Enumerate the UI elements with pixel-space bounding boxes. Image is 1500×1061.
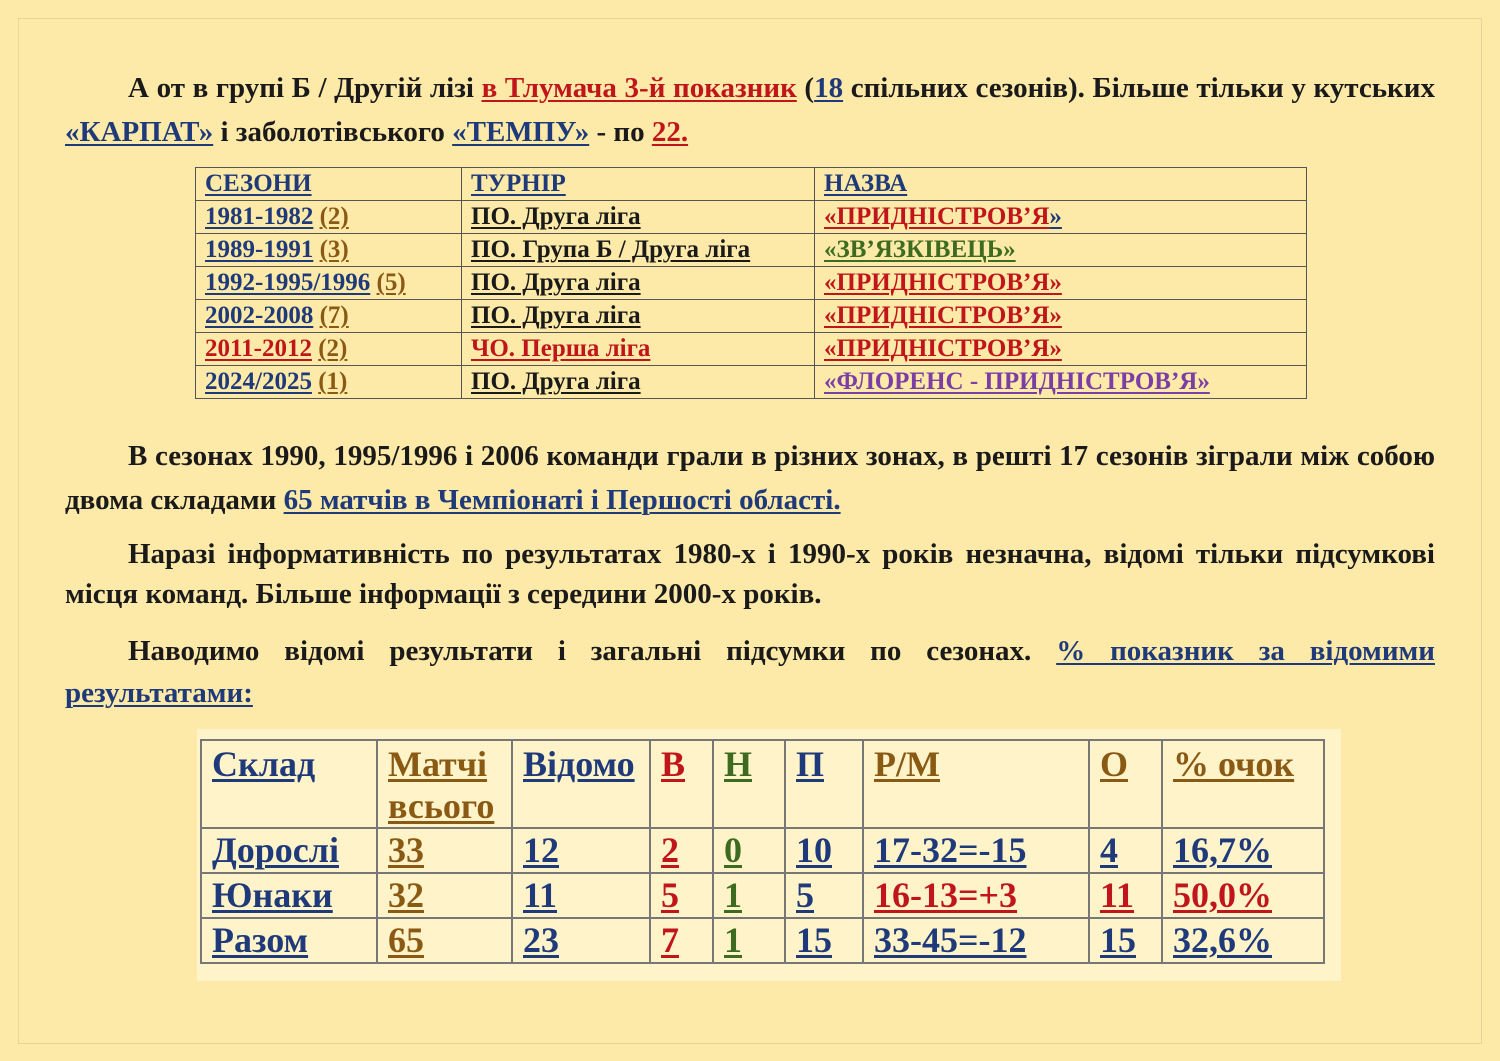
stats-header-row — [201, 740, 1324, 828]
percent-link[interactable]: % показник за відомими результатами: — [65, 635, 1435, 709]
season-count[interactable]: (2) — [319, 203, 349, 230]
intro-text: А от в групі Б / Другій лізі — [128, 72, 482, 104]
header-percent[interactable]: % очок — [1173, 744, 1295, 784]
losses-value[interactable]: 10 — [796, 830, 832, 870]
seasons-header-row — [196, 168, 1307, 201]
table-row — [196, 201, 1307, 234]
table-row — [196, 267, 1307, 300]
seasons-count-link[interactable]: 18 — [814, 72, 844, 104]
intro-text-2: спільних сезонів). Більше тільки у кутських — [843, 72, 1435, 104]
header-wins[interactable]: В — [661, 744, 686, 784]
header-points[interactable]: О — [1100, 744, 1129, 784]
wins-value[interactable]: 7 — [661, 920, 679, 960]
squad-link[interactable]: Дорослі — [212, 830, 339, 870]
wins-value[interactable]: 5 — [661, 875, 679, 915]
season-link[interactable]: 1981-1982 — [205, 203, 314, 230]
season-count[interactable]: (2) — [318, 335, 348, 362]
results-text: Наводимо відомі результати і загальні підсумки по сезонах. — [128, 635, 1057, 667]
table-row — [201, 873, 1324, 918]
matches-text: В сезонах 1990, 1995/1996 і 2006 команди грали в різних зонах, в решті 17 сезонів зіграли між собою двома складами — [65, 440, 1435, 516]
header-goals[interactable]: Р/М — [874, 744, 940, 784]
known-value[interactable]: 23 — [523, 920, 559, 960]
draws-value[interactable]: 0 — [724, 830, 742, 870]
seasons-table — [195, 167, 1307, 399]
season-count[interactable]: (5) — [376, 269, 406, 296]
tournament-link[interactable]: ПО. Друга ліга — [471, 203, 641, 230]
losses-value[interactable]: 15 — [796, 920, 832, 960]
tlumach-link[interactable]: в Тлумача 3-й показник — [481, 72, 797, 104]
points-value[interactable]: 15 — [1100, 920, 1136, 960]
squad-link[interactable]: Юнаки — [212, 875, 333, 915]
table-row — [196, 366, 1307, 399]
header-seasons[interactable]: СЕЗОНИ — [205, 170, 312, 197]
intro-paragraph — [65, 66, 1435, 154]
draws-value[interactable]: 1 — [724, 875, 742, 915]
matches-paragraph — [65, 434, 1435, 522]
table-row — [196, 234, 1307, 267]
points-value[interactable]: 4 — [1100, 830, 1118, 870]
goals-value[interactable]: 17-32=-15 — [874, 830, 1027, 870]
draws-value[interactable]: 1 — [724, 920, 742, 960]
known-value[interactable]: 11 — [523, 875, 558, 915]
season-link[interactable]: 1992-1995/1996 — [205, 269, 371, 296]
goals-value[interactable]: 16-13=+3 — [874, 875, 1018, 915]
season-link[interactable]: 2024/2025 — [205, 368, 312, 395]
header-name[interactable]: НАЗВА — [824, 170, 908, 197]
header-tournament[interactable]: ТУРНІР — [471, 170, 566, 197]
tournament-link[interactable]: ПО. Друга ліга — [471, 302, 641, 329]
total-value[interactable]: 65 — [388, 920, 424, 960]
team-name-link[interactable]: «ПРИДНІСТРОВ’Я — [824, 203, 1050, 230]
table-row — [201, 918, 1324, 963]
header-total[interactable]: Матчі — [388, 744, 488, 784]
season-link[interactable]: 2011-2012 — [205, 335, 312, 362]
season-count[interactable]: (1) — [318, 368, 348, 395]
team-name-link[interactable]: «ЗВ’ЯЗКІВЕЦЬ» — [824, 236, 1016, 263]
total-value[interactable]: 33 — [388, 830, 424, 870]
header-draws[interactable]: Н — [724, 744, 753, 784]
season-count[interactable]: (3) — [319, 236, 349, 263]
stats-panel — [197, 729, 1341, 981]
header-total-2[interactable]: всього — [388, 786, 495, 826]
intro-text-4: - по — [589, 116, 652, 148]
stats-table — [200, 739, 1325, 964]
team-name-link[interactable]: «ПРИДНІСТРОВ’Я» — [824, 269, 1062, 296]
team-name-tail[interactable]: » — [1049, 203, 1062, 230]
goals-value[interactable]: 33-45=-12 — [874, 920, 1027, 960]
table-row — [196, 300, 1307, 333]
count-22-link[interactable]: 22. — [651, 116, 689, 148]
squad-link[interactable]: Разом — [212, 920, 309, 960]
tournament-link[interactable]: ЧО. Перша ліга — [471, 335, 651, 362]
known-value[interactable]: 12 — [523, 830, 559, 870]
info-text: Наразі інформативність по результатах 1980-х і 1990-х років незначна, відомі тільки підсумкові місця команд. Більше інформації з середини 2000-х років. — [65, 538, 1435, 610]
karpat-link[interactable]: «КАРПАТ» — [65, 116, 214, 148]
points-value[interactable]: 11 — [1100, 875, 1135, 915]
intro-text-3: і заболотівського — [213, 116, 453, 148]
table-row — [196, 333, 1307, 366]
team-name-link[interactable]: «ПРИДНІСТРОВ’Я» — [824, 302, 1062, 329]
matches-link[interactable]: 65 матчів в Чемпіонаті і Першості області. — [283, 484, 841, 516]
percent-value[interactable]: 50,0% — [1173, 875, 1272, 915]
tournament-link[interactable]: ПО. Друга ліга — [471, 368, 641, 395]
total-value[interactable]: 32 — [388, 875, 424, 915]
team-name-link[interactable]: «ФЛОРЕНС - ПРИДНІСТРОВ’Я» — [824, 368, 1210, 395]
losses-value[interactable]: 5 — [796, 875, 814, 915]
season-count[interactable]: (7) — [319, 302, 349, 329]
season-link[interactable]: 2002-2008 — [205, 302, 314, 329]
info-paragraph — [65, 534, 1435, 614]
header-losses[interactable]: П — [796, 744, 825, 784]
results-paragraph — [65, 630, 1435, 714]
paren-text: ( — [796, 72, 815, 104]
tournament-link[interactable]: ПО. Група Б / Друга ліга — [471, 236, 751, 263]
team-name-link[interactable]: «ПРИДНІСТРОВ’Я» — [824, 335, 1062, 362]
tempu-link[interactable]: «ТЕМПУ» — [452, 116, 590, 148]
header-known[interactable]: Відомо — [523, 744, 635, 784]
tournament-link[interactable]: ПО. Друга ліга — [471, 269, 641, 296]
season-link[interactable]: 1989-1991 — [205, 236, 314, 263]
header-squad[interactable]: Склад — [212, 744, 316, 784]
percent-value[interactable]: 16,7% — [1173, 830, 1272, 870]
table-row — [201, 828, 1324, 873]
wins-value[interactable]: 2 — [661, 830, 679, 870]
percent-value[interactable]: 32,6% — [1173, 920, 1272, 960]
